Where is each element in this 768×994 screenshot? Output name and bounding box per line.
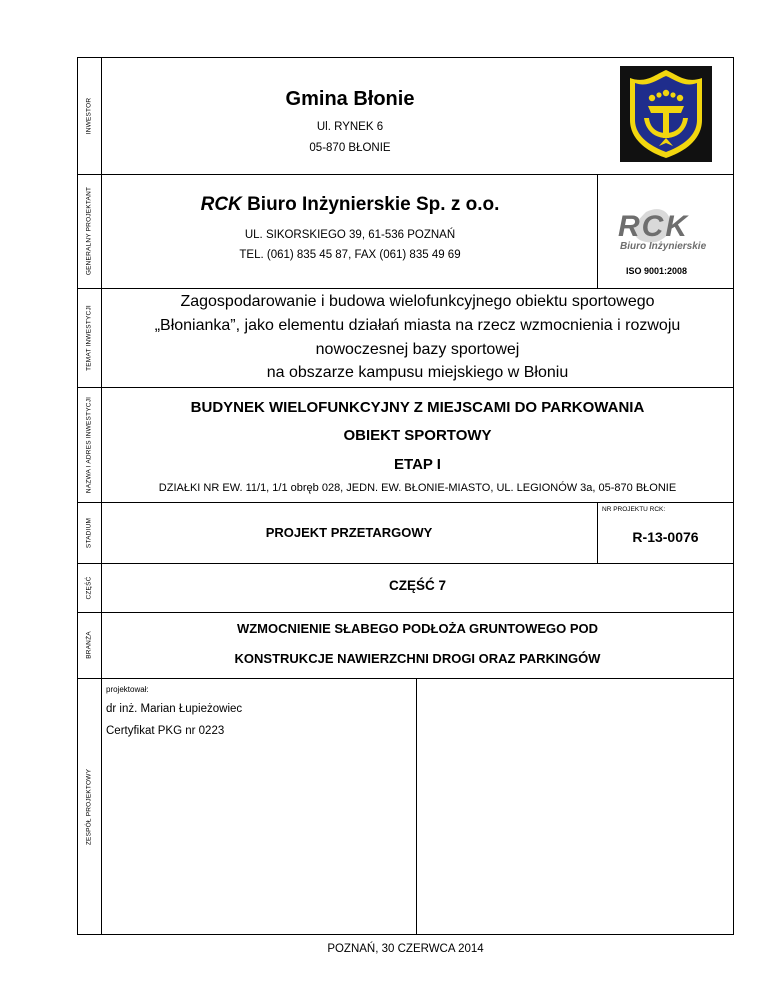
rck-logo-subtext: Biuro Inżynierskie xyxy=(620,241,707,252)
side-label-investor: INWESTOR xyxy=(85,97,93,134)
subject-line-2: „Błonianka”, jako elementu działań miasta na rzecz wzmocnienia i rozwoju xyxy=(154,317,681,334)
investment-line-2: OBIEKT SPORTOWY xyxy=(343,427,492,444)
designer-person-name: dr inż. Marian Łupieżowiec xyxy=(106,703,243,715)
investment-line-1: BUDYNEK WIELOFUNKCYJNY Z MIEJSCAMI DO PARKOWANIA xyxy=(190,399,645,416)
investor-street: Ul. RYNEK 6 xyxy=(316,121,384,133)
subject-line-1: Zagospodarowanie i budowa wielofunkcyjnego obiektu sportowego xyxy=(180,293,655,310)
gmina-coat-of-arms-logo xyxy=(620,66,712,162)
row-divider xyxy=(77,678,734,679)
footer-place-date: POZNAŃ, 30 CZERWCA 2014 xyxy=(327,943,484,955)
row-divider xyxy=(77,502,734,503)
title-block-frame xyxy=(77,57,734,935)
side-label-part: CZĘŚĆ xyxy=(85,575,93,600)
row-divider xyxy=(77,563,734,564)
stage-name: PROJEKT PRZETARGOWY xyxy=(265,525,433,540)
investment-line-3: ETAP I xyxy=(394,456,441,473)
side-label-stage: STADIUM xyxy=(85,517,93,548)
investment-address: DZIAŁKI NR EW. 11/1, 1/1 obręb 028, JEDN. EW. BŁONIE-MIASTO, UL. LEGIONÓW 3a, 05-870 BŁONIE xyxy=(158,482,677,494)
designer-name-rest: Biuro Inżynierskie Sp. z o.o. xyxy=(247,194,500,215)
rck-logo-text: RCK xyxy=(618,210,689,243)
row-divider xyxy=(77,174,734,175)
row-divider xyxy=(77,387,734,388)
rck-company-logo xyxy=(598,204,716,284)
designer-certificate: Certyfikat PKG nr 0223 xyxy=(106,725,225,737)
designer-phone: TEL. (061) 835 45 87, FAX (061) 835 49 69 xyxy=(239,249,461,261)
side-column-divider xyxy=(101,57,102,935)
project-number: R-13-0076 xyxy=(632,529,699,545)
row-divider xyxy=(77,612,734,613)
investor-city: 05-870 BŁONIE xyxy=(309,142,391,154)
row-divider xyxy=(77,288,734,289)
side-label-investment-name: NAZWA I ADRES INWESTYCJI xyxy=(85,396,93,493)
part-name: CZĘŚĆ 7 xyxy=(388,578,446,593)
branch-line-2: KONSTRUKCJE NAWIERZCHNI DROGI ORAZ PARKINGÓW xyxy=(234,651,601,666)
subject-line-3: nowoczesnej bazy sportowej xyxy=(315,341,520,358)
side-label-team: ZESPÓŁ PROJEKTOWY xyxy=(85,768,93,845)
designed-by-label: projektował: xyxy=(106,685,149,694)
designer-address: UL. SIKORSKIEGO 39, 61-536 POZNAŃ xyxy=(244,229,456,241)
designer-abbr: RCK xyxy=(200,194,242,215)
rck-iso-text: ISO 9001:2008 xyxy=(626,266,688,276)
side-label-branch: BRANŻA xyxy=(85,631,93,659)
subject-line-4: na obszarze kampusu miejskiego w Błoniu xyxy=(266,364,569,381)
investor-name: Gmina Błonie xyxy=(285,88,415,110)
team-column-divider xyxy=(416,678,417,935)
side-label-general-designer: GENERALNY PROJEKTANT xyxy=(85,186,93,276)
project-number-label: NR PROJEKTU RCK: xyxy=(602,506,666,513)
designer-company-name xyxy=(140,194,560,216)
side-label-investment-subject: TEMAT INWESTYCJI xyxy=(85,304,93,371)
branch-line-1: WZMOCNIENIE SŁABEGO PODŁOŻA GRUNTOWEGO POD xyxy=(236,621,599,636)
